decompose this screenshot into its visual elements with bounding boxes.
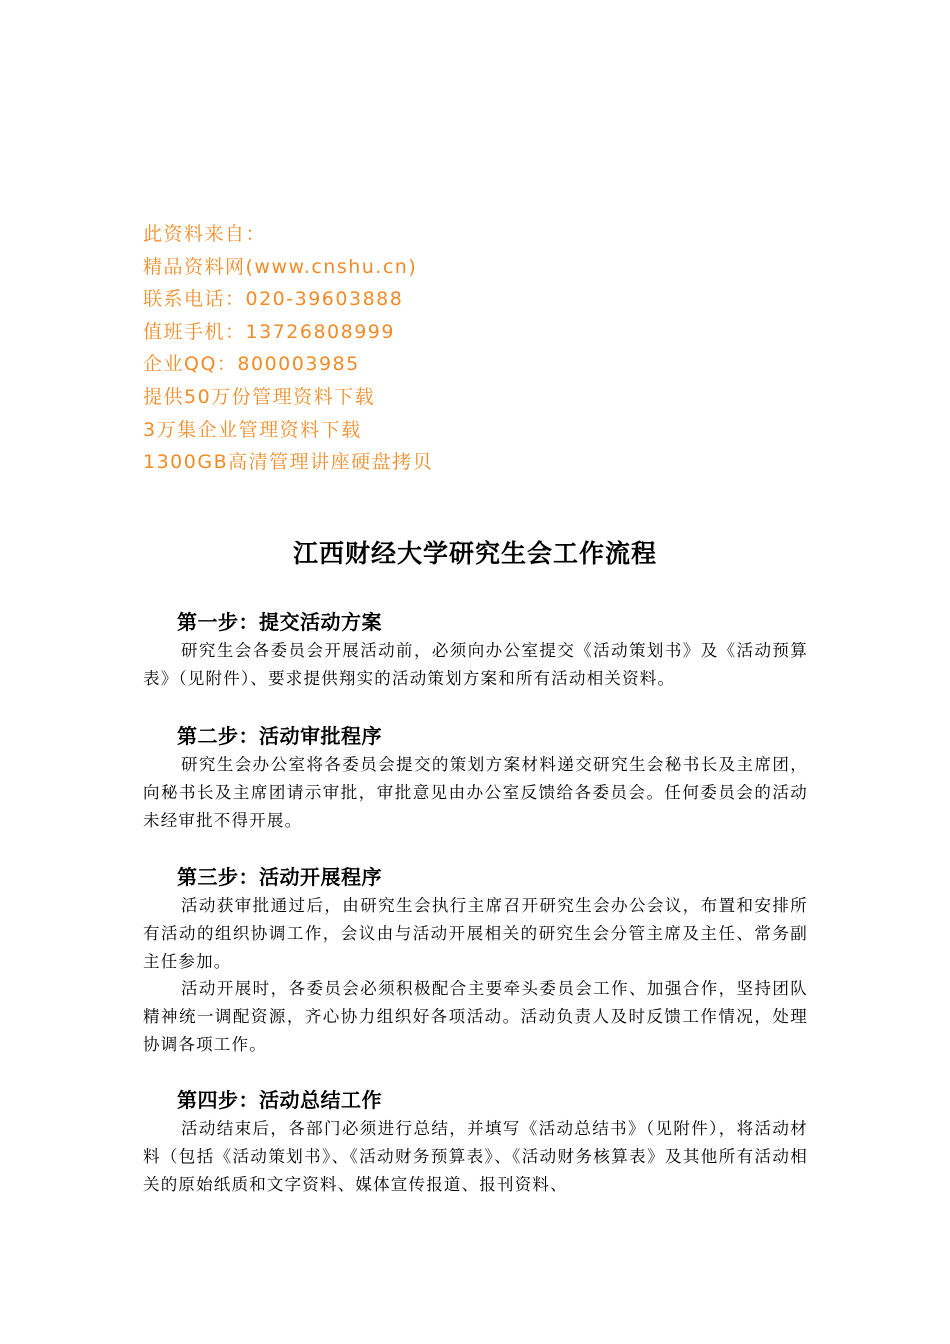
step-2-paragraph: 研究生会办公室将各委员会提交的策划方案材料递交研究生会秘书长及主席团，向秘书长及主席团请示审批，审批意见由办公室反馈给各委员会。任何委员会的活动未经审批不得开展。 [143,755,808,830]
website-line: 精品资料网(www.cnshu.cn) [143,255,418,278]
step-1-paragraph: 研究生会各委员会开展活动前，必须向办公室提交《活动策划书》及《活动预算表》（见附件）、要求提供翔实的活动策划方案和所有活动相关资料。 [143,641,808,688]
step-4-heading: 第四步：活动总结工作 [177,1088,382,1112]
step-3-paragraph-2: 活动开展时，各委员会必须积极配合主要牵头委员会工作、加强合作，坚持团队精神统一调配资源，齐心协力组织好各项活动。活动负责人及时反馈工作情况，处理协调各项工作。 [143,979,808,1054]
document-title: 江西财经大学研究生会工作流程 [292,539,657,568]
offer-line-3: 1300GB高清管理讲座硬盘拷贝 [143,451,434,474]
step-2-heading: 第二步：活动审批程序 [177,724,382,748]
step-4-section [143,1085,808,1198]
step-3-section [143,862,808,1059]
step-1-heading: 第一步：提交活动方案 [177,610,382,634]
mobile-line: 值班手机：13726808999 [143,320,395,343]
step-1-section [143,607,808,693]
offer-line-2: 3万集企业管理资料下载 [143,418,362,441]
phone-line: 联系电话：020-39603888 [143,288,404,311]
step-3-paragraph-1: 活动获审批通过后，由研究生会执行主席召开研究生会办公会议，布置和安排所有活动的组织协调工作，会议由与活动开展相关的研究生会分管主席及主任、常务副主任参加。 [143,896,808,971]
step-2-section [143,721,808,834]
source-info-block [143,218,663,479]
step-3-heading: 第三步：活动开展程序 [177,865,382,889]
source-line: 此资料来自： [143,223,267,245]
qq-line: 企业QQ：800003985 [143,353,360,376]
offer-line-1: 提供50万份管理资料下载 [143,385,376,408]
step-4-paragraph: 活动结束后，各部门必须进行总结，并填写《活动总结书》（见附件），将活动材料（包括《活动策划书》、《活动财务预算表》、《活动财务核算表》及其他所有活动相关的原始纸质和文字资料、媒体宣传报道、报刊资料、 [143,1119,808,1194]
